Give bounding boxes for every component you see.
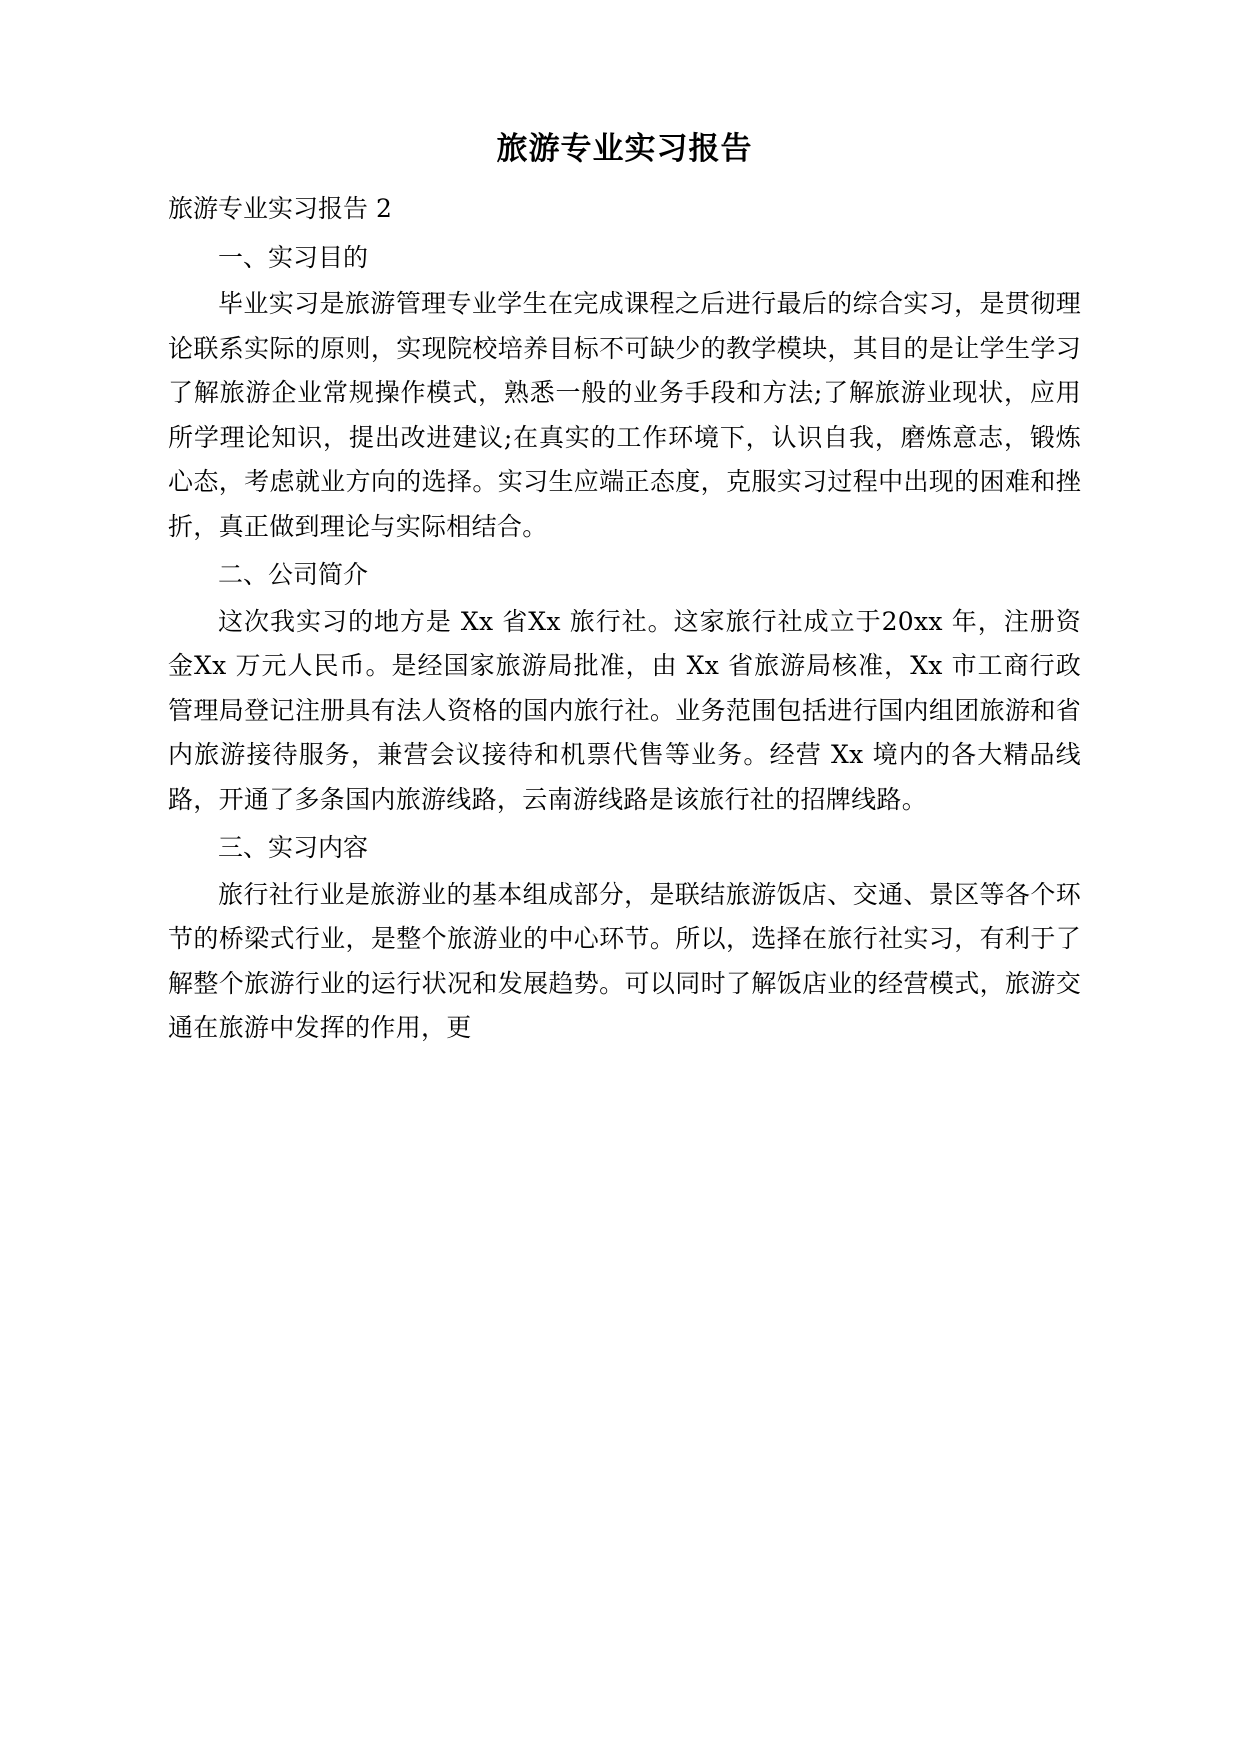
section-paragraph-content: 旅行社行业是旅游业的基本组成部分，是联结旅游饭店、交通、景区等各个环节的桥梁式行业，是整个旅游业的中心环节。所以，选择在旅行社实习，有利于了解整个旅游行业的运行状况和发展趋势。可以同时了解饭店业的经营模式，旅游交通在旅游中发挥的作用，更 [168,879,1081,1043]
section-paragraph-company: 这次我实习的地方是 Xx 省Xx 旅行社。这家旅行社成立于20xx 年，注册资金Xx 万元人民币。是经国家旅游局批准，由 Xx 省旅游局核准，Xx 市工商行政管理局登记注册具有法人资格的国内旅行社。业务范围包括进行国内组团旅游和省内旅游接待服务，兼营会议接待和机票代售等业务。经营 Xx 境内的各大精品线路，开通了多条国内旅游线路，云南游线路是该旅行社的招牌线路。 [168,606,1081,814]
section-heading-content: 三、实习内容 [218,833,369,863]
section-heading-purpose: 一、实习目的 [218,242,369,272]
section-heading-company: 二、公司简介 [218,560,369,590]
page-title: 旅游专业实习报告 [496,131,753,167]
section-paragraph-purpose: 毕业实习是旅游管理专业学生在完成课程之后进行最后的综合实习，是贯彻理论联系实际的原则，实现院校培养目标不可缺少的教学模块，其目的是让学生学习了解旅游企业常规操作模式，熟悉一般的业务手段和方法;了解旅游业现状，应用所学理论知识，提出改进建议;在真实的工作环境下，认识自我，磨炼意志，锻炼心态，考虑就业方向的选择。实习生应端正态度，克服实习过程中出现的困难和挫折，真正做到理论与实际相结合。 [168,289,1081,541]
document-subtitle: 旅游专业实习报告 2 [168,194,392,224]
